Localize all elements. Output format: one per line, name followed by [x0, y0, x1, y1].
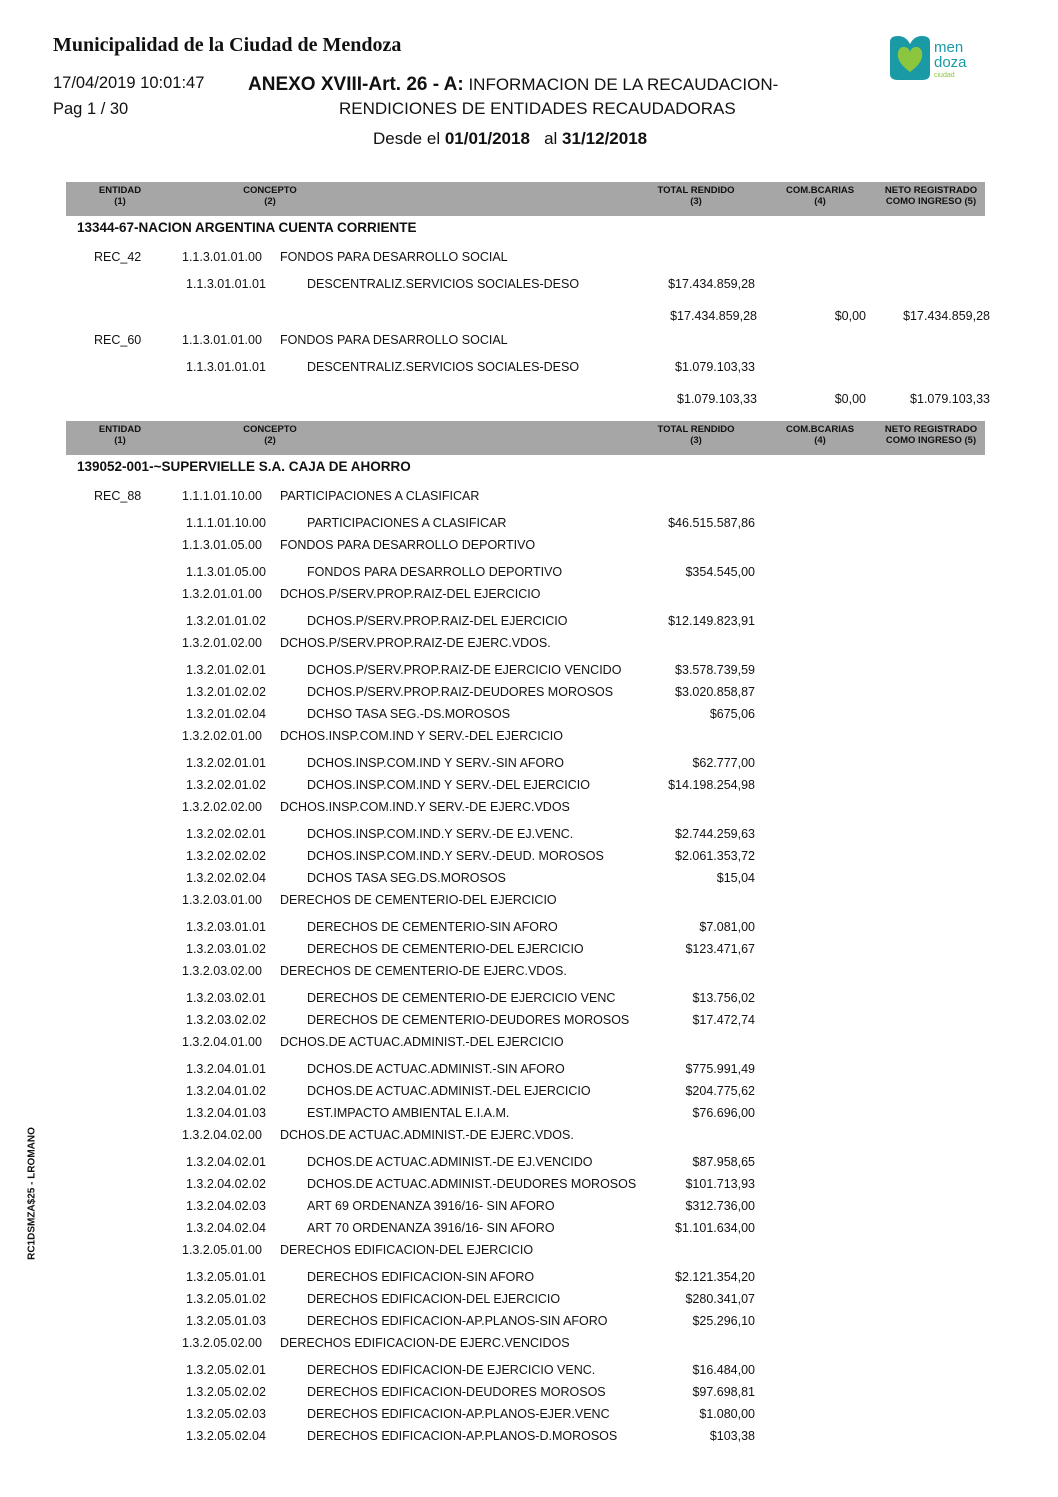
- account-code: 1.3.2.03.01.01: [186, 920, 266, 934]
- account-code: 1.3.2.03.01.00: [182, 893, 262, 907]
- column-number: (1): [114, 435, 126, 446]
- column-number: COMO INGRESO (5): [885, 196, 977, 207]
- date-range: [373, 129, 647, 149]
- column-number: (2): [264, 196, 276, 207]
- total-rendido: $14.198.254,98: [668, 778, 755, 792]
- account-code: 1.3.2.03.02.01: [186, 991, 266, 1005]
- total-rendido: $312.736,00: [685, 1199, 755, 1213]
- concept-description: DCHOS.INSP.COM.IND Y SERV.-DEL EJERCICIO: [307, 778, 590, 792]
- account-code: 1.3.2.05.02.01: [186, 1363, 266, 1377]
- account-code: 1.3.2.01.02.04: [186, 707, 266, 721]
- concept-group-row: [0, 333, 1058, 360]
- concept-description: DERECHOS DE CEMENTERIO-DEL EJERCICIO: [280, 893, 557, 907]
- column-header: [210, 424, 330, 446]
- concept-description: DCHOS.DE ACTUAC.ADMINIST.-SIN AFORO: [307, 1062, 565, 1076]
- account-code: 1.1.3.01.05.00: [182, 538, 262, 552]
- column-number: (3): [690, 435, 702, 446]
- account-code: 1.1.1.01.10.00: [186, 516, 266, 530]
- account-code: 1.1.1.01.10.00: [182, 489, 262, 503]
- concept-group-row: [0, 1035, 1058, 1062]
- concept-description: DERECHOS EDIFICACION-DE EJERC.VENCIDOS: [280, 1336, 570, 1350]
- account-code: 1.3.2.03.02.00: [182, 964, 262, 978]
- total-rendido: $280.341,07: [685, 1292, 755, 1306]
- side-stamp: RC1DSMZA$25 - LROMANO: [26, 1127, 38, 1260]
- total-rendido: $2.744.259,63: [675, 827, 755, 841]
- concept-description: DCHOS.INSP.COM.IND Y SERV.-SIN AFORO: [307, 756, 565, 770]
- account-code: 1.3.2.04.02.03: [186, 1199, 266, 1213]
- total-rendido: $1.101.634,00: [675, 1221, 755, 1235]
- concept-detail-row: [0, 1314, 1058, 1336]
- account-code: 1.3.2.05.02.03: [186, 1407, 266, 1421]
- total-rendido: $87.958,65: [692, 1155, 755, 1169]
- total-rendido: $76.696,00: [692, 1106, 755, 1120]
- concept-description: DERECHOS EDIFICACION-AP.PLANOS-D.MOROSOS: [307, 1429, 618, 1443]
- account-code: 1.3.2.04.01.03: [186, 1106, 266, 1120]
- account-code: 1.3.2.05.01.01: [186, 1270, 266, 1284]
- concept-description: DCHOS.DE ACTUAC.ADMINIST.-DE EJERC.VDOS.: [280, 1128, 574, 1142]
- account-code: 1.3.2.05.02.02: [186, 1385, 266, 1399]
- column-label: COM.BCARIAS: [785, 185, 855, 196]
- concept-description: DERECHOS DE CEMENTERIO-DE EJERCICIO VENC: [307, 991, 616, 1005]
- account-code: 1.3.2.02.02.02: [186, 849, 266, 863]
- concept-group-row: [0, 1243, 1058, 1270]
- concept-description: FONDOS PARA DESARROLLO DEPORTIVO: [307, 565, 563, 579]
- account-code: 1.1.3.01.01.01: [186, 277, 266, 291]
- column-header-band: [66, 182, 985, 216]
- total-rendido: $12.149.823,91: [668, 614, 755, 628]
- report-subtitle: RENDICIONES DE ENTIDADES RECAUDADORAS: [339, 99, 736, 118]
- concept-description: DCHSO TASA SEG.-DS.MOROSOS: [307, 707, 511, 721]
- group-total-row: [0, 382, 1058, 416]
- svg-text:doza: doza: [934, 54, 967, 71]
- total-rendido-sum: $1.079.103,33: [677, 392, 757, 406]
- report-title: [248, 74, 778, 96]
- concept-detail-row: [0, 1062, 1058, 1084]
- account-code: 1.3.2.03.02.02: [186, 1013, 266, 1027]
- entity-row: [0, 455, 1058, 489]
- concept-detail-row: [0, 1270, 1058, 1292]
- column-label: NETO REGISTRADO: [884, 185, 978, 196]
- account-code: 1.3.2.05.01.03: [186, 1314, 266, 1328]
- concept-description: PARTICIPACIONES A CLASIFICAR: [280, 489, 480, 503]
- concept-description: DCHOS.P/SERV.PROP.RAIZ-DEUDORES MOROSOS: [307, 685, 614, 699]
- account-code: 1.1.3.01.01.00: [182, 333, 262, 347]
- total-rendido: $204.775,62: [685, 1084, 755, 1098]
- account-code: 1.3.2.02.01.01: [186, 756, 266, 770]
- column-header: [760, 424, 880, 446]
- concept-detail-row: [0, 360, 1058, 382]
- account-code: 1.3.2.05.02.04: [186, 1429, 266, 1443]
- account-code: 1.3.2.04.02.00: [182, 1128, 262, 1142]
- total-rendido: $101.713,93: [685, 1177, 755, 1191]
- account-code: 1.3.2.01.02.01: [186, 663, 266, 677]
- concept-description: DESCENTRALIZ.SERVICIOS SOCIALES-DESO: [307, 360, 580, 374]
- total-rendido: $46.515.587,86: [668, 516, 755, 530]
- concept-group-row: [0, 800, 1058, 827]
- column-label: COM.BCARIAS: [785, 424, 855, 435]
- concept-description: DERECHOS DE CEMENTERIO-DEUDORES MOROSOS: [307, 1013, 630, 1027]
- concept-detail-row: [0, 1429, 1058, 1451]
- account-code: 1.3.2.03.01.02: [186, 942, 266, 956]
- concept-description: DCHOS.INSP.COM.IND.Y SERV.-DE EJ.VENC.: [307, 827, 574, 841]
- concept-group-row: [0, 489, 1058, 516]
- total-rendido: $97.698,81: [692, 1385, 755, 1399]
- concept-description: DERECHOS DE CEMENTERIO-DE EJERC.VDOS.: [280, 964, 567, 978]
- concept-description: PARTICIPACIONES A CLASIFICAR: [307, 516, 507, 530]
- column-header-band: [66, 421, 985, 455]
- concept-description: DCHOS TASA SEG.DS.MOROSOS: [307, 871, 506, 885]
- concept-detail-row: [0, 942, 1058, 964]
- column-number: (3): [690, 196, 702, 207]
- concept-detail-row: [0, 871, 1058, 893]
- concept-description: DCHOS.INSP.COM.IND.Y SERV.-DE EJERC.VDOS: [280, 800, 570, 814]
- concept-detail-row: [0, 1106, 1058, 1128]
- neto-registrado-sum: $1.079.103,33: [910, 392, 990, 406]
- column-label: TOTAL RENDIDO: [657, 424, 735, 435]
- account-code: 1.3.2.01.01.00: [182, 587, 262, 601]
- concept-group-row: [0, 1128, 1058, 1155]
- entity-name: 13344-67-NACION ARGENTINA CUENTA CORRIENTE: [77, 220, 417, 235]
- total-rendido: $354.545,00: [685, 565, 755, 579]
- account-code: 1.3.2.04.02.01: [186, 1155, 266, 1169]
- concept-description: DERECHOS EDIFICACION-SIN AFORO: [307, 1270, 535, 1284]
- concept-description: FONDOS PARA DESARROLLO SOCIAL: [280, 250, 508, 264]
- concept-group-row: [0, 964, 1058, 991]
- total-rendido-sum: $17.434.859,28: [670, 309, 757, 323]
- total-rendido: $3.020.858,87: [675, 685, 755, 699]
- concept-description: DCHOS.DE ACTUAC.ADMINIST.-DEL EJERCICIO: [280, 1035, 564, 1049]
- column-label: TOTAL RENDIDO: [657, 185, 735, 196]
- concept-description: DERECHOS EDIFICACION-DEL EJERCICIO: [307, 1292, 561, 1306]
- column-number: (4): [814, 196, 826, 207]
- entity-name: 139052-001-~SUPERVIELLE S.A. CAJA DE AHORRO: [77, 459, 411, 474]
- account-code: 1.1.3.01.01.00: [182, 250, 262, 264]
- concept-detail-row: [0, 827, 1058, 849]
- total-rendido: $1.079.103,33: [675, 360, 755, 374]
- concept-description: DERECHOS EDIFICACION-DEUDORES MOROSOS: [307, 1385, 606, 1399]
- column-label: CONCEPTO: [243, 424, 297, 435]
- column-label: ENTIDAD: [98, 185, 142, 196]
- concept-detail-row: [0, 991, 1058, 1013]
- concept-description: DCHOS.INSP.COM.IND.Y SERV.-DEUD. MOROSOS: [307, 849, 604, 863]
- account-code: 1.3.2.05.01.02: [186, 1292, 266, 1306]
- account-code: 1.3.2.04.01.00: [182, 1035, 262, 1049]
- receipt-code: REC_60: [94, 333, 142, 347]
- account-code: 1.3.2.01.02.00: [182, 636, 262, 650]
- account-code: 1.1.3.01.01.01: [186, 360, 266, 374]
- account-code: 1.3.2.04.01.02: [186, 1084, 266, 1098]
- concept-detail-row: [0, 1292, 1058, 1314]
- concept-description: DCHOS.P/SERV.PROP.RAIZ-DE EJERC.VDOS.: [280, 636, 551, 650]
- total-rendido: $2.121.354,20: [675, 1270, 755, 1284]
- concept-description: EST.IMPACTO AMBIENTAL E.I.A.M.: [307, 1106, 510, 1120]
- account-code: 1.3.2.04.02.02: [186, 1177, 266, 1191]
- total-rendido: $2.061.353,72: [675, 849, 755, 863]
- concept-description: DERECHOS DE CEMENTERIO-SIN AFORO: [307, 920, 558, 934]
- concept-detail-row: [0, 1363, 1058, 1385]
- concept-detail-row: [0, 614, 1058, 636]
- total-rendido: $675,06: [709, 707, 755, 721]
- concept-detail-row: [0, 565, 1058, 587]
- concept-detail-row: [0, 1177, 1058, 1199]
- concept-description: DCHOS.P/SERV.PROP.RAIZ-DEL EJERCICIO: [307, 614, 568, 628]
- concept-detail-row: [0, 1221, 1058, 1243]
- total-rendido: $3.578.739,59: [675, 663, 755, 677]
- total-rendido: $103,38: [709, 1429, 755, 1443]
- page-number: Pag 1 / 30: [53, 100, 129, 118]
- group-total-row: [0, 299, 1058, 333]
- column-header: [60, 185, 180, 207]
- column-number: (4): [814, 435, 826, 446]
- account-code: 1.3.2.05.01.00: [182, 1243, 262, 1257]
- concept-group-row: [0, 893, 1058, 920]
- column-number: (2): [264, 435, 276, 446]
- account-code: 1.3.2.01.01.02: [186, 614, 266, 628]
- com-bancarias-sum: $0,00: [834, 309, 866, 323]
- account-code: 1.3.2.02.02.04: [186, 871, 266, 885]
- column-header: [871, 424, 991, 446]
- total-rendido: $7.081,00: [699, 920, 755, 934]
- total-rendido: $16.484,00: [692, 1363, 755, 1377]
- total-rendido: $123.471,67: [685, 942, 755, 956]
- concept-description: DCHOS.P/SERV.PROP.RAIZ-DE EJERCICIO VENCIDO: [307, 663, 622, 677]
- column-label: NETO REGISTRADO: [884, 424, 978, 435]
- account-code: 1.3.2.02.02.00: [182, 800, 262, 814]
- column-header: [760, 185, 880, 207]
- report-title-rest: INFORMACION DE LA RECAUDACION-: [463, 75, 779, 94]
- account-code: 1.3.2.04.01.01: [186, 1062, 266, 1076]
- column-header: [210, 185, 330, 207]
- column-label: CONCEPTO: [243, 185, 297, 196]
- receipt-code: REC_42: [94, 250, 142, 264]
- concept-detail-row: [0, 920, 1058, 942]
- concept-group-row: [0, 587, 1058, 614]
- account-code: 1.3.2.02.02.01: [186, 827, 266, 841]
- range-prefix: Desde el: [373, 129, 445, 148]
- concept-description: DCHOS.INSP.COM.IND Y SERV.-DEL EJERCICIO: [280, 729, 563, 743]
- concept-detail-row: [0, 849, 1058, 871]
- concept-description: DCHOS.DE ACTUAC.ADMINIST.-DEL EJERCICIO: [307, 1084, 591, 1098]
- column-label: ENTIDAD: [98, 424, 142, 435]
- com-bancarias-sum: $0,00: [834, 392, 866, 406]
- svg-text:ciudad: ciudad: [934, 72, 955, 79]
- concept-description: ART 70 ORDENANZA 3916/16- SIN AFORO: [307, 1221, 555, 1235]
- account-code: 1.3.2.04.02.04: [186, 1221, 266, 1235]
- account-code: 1.3.2.02.01.02: [186, 778, 266, 792]
- account-code: 1.1.3.01.05.00: [186, 565, 266, 579]
- concept-description: DESCENTRALIZ.SERVICIOS SOCIALES-DESO: [307, 277, 580, 291]
- entity-row: [0, 216, 1058, 250]
- range-mid: al: [529, 129, 563, 148]
- concept-detail-row: [0, 756, 1058, 778]
- neto-registrado-sum: $17.434.859,28: [903, 309, 990, 323]
- column-header: [636, 185, 756, 207]
- concept-description: DERECHOS EDIFICACION-AP.PLANOS-EJER.VENC: [307, 1407, 610, 1421]
- concept-detail-row: [0, 778, 1058, 800]
- concept-description: DCHOS.P/SERV.PROP.RAIZ-DEL EJERCICIO: [280, 587, 541, 601]
- concept-description: FONDOS PARA DESARROLLO DEPORTIVO: [280, 538, 536, 552]
- column-header: [60, 424, 180, 446]
- total-rendido: $775.991,49: [685, 1062, 755, 1076]
- concept-description: DCHOS.DE ACTUAC.ADMINIST.-DE EJ.VENCIDO: [307, 1155, 593, 1169]
- concept-detail-row: [0, 1199, 1058, 1221]
- concept-detail-row: [0, 1407, 1058, 1429]
- account-code: 1.3.2.01.02.02: [186, 685, 266, 699]
- range-from: 01/01/2018: [444, 129, 530, 148]
- concept-description: DERECHOS EDIFICACION-DE EJERCICIO VENC.: [307, 1363, 596, 1377]
- column-number: COMO INGRESO (5): [885, 435, 977, 446]
- total-rendido: $13.756,02: [692, 991, 755, 1005]
- concept-group-row: [0, 250, 1058, 277]
- receipt-code: REC_88: [94, 489, 142, 503]
- concept-description: DERECHOS EDIFICACION-DEL EJERCICIO: [280, 1243, 534, 1257]
- concept-detail-row: [0, 685, 1058, 707]
- concept-description: DERECHOS EDIFICACION-AP.PLANOS-SIN AFORO: [307, 1314, 608, 1328]
- total-rendido: $15,04: [716, 871, 755, 885]
- total-rendido: $17.434.859,28: [668, 277, 755, 291]
- concept-detail-row: [0, 707, 1058, 729]
- concept-description: DCHOS.DE ACTUAC.ADMINIST.-DEUDORES MOROSOS: [307, 1177, 637, 1191]
- total-rendido: $1.080,00: [699, 1407, 755, 1421]
- concept-description: FONDOS PARA DESARROLLO SOCIAL: [280, 333, 508, 347]
- svg-text:men: men: [934, 39, 964, 56]
- concept-detail-row: [0, 1084, 1058, 1106]
- column-number: (1): [114, 196, 126, 207]
- concept-detail-row: [0, 516, 1058, 538]
- concept-detail-row: [0, 1155, 1058, 1177]
- total-rendido: $17.472,74: [692, 1013, 755, 1027]
- total-rendido: $25.296,10: [692, 1314, 755, 1328]
- timestamp: 17/04/2019 10:01:47: [53, 74, 205, 92]
- concept-description: DERECHOS DE CEMENTERIO-DEL EJERCICIO: [307, 942, 584, 956]
- concept-detail-row: [0, 277, 1058, 299]
- report-table: [0, 182, 1058, 1451]
- report-title-bold: ANEXO XVIII-Art. 26 - A:: [248, 74, 464, 95]
- concept-detail-row: [0, 1013, 1058, 1035]
- account-code: 1.3.2.02.01.00: [182, 729, 262, 743]
- concept-group-row: [0, 1336, 1058, 1363]
- organization-name: Municipalidad de la Ciudad de Mendoza: [53, 34, 402, 56]
- concept-detail-row: [0, 1385, 1058, 1407]
- range-to: 31/12/2018: [562, 129, 648, 148]
- concept-description: ART 69 ORDENANZA 3916/16- SIN AFORO: [307, 1199, 555, 1213]
- column-header: [636, 424, 756, 446]
- concept-group-row: [0, 538, 1058, 565]
- concept-detail-row: [0, 663, 1058, 685]
- mendoza-logo: [886, 34, 976, 82]
- column-header: [871, 185, 991, 207]
- total-rendido: $62.777,00: [692, 756, 755, 770]
- concept-group-row: [0, 729, 1058, 756]
- concept-group-row: [0, 636, 1058, 663]
- account-code: 1.3.2.05.02.00: [182, 1336, 262, 1350]
